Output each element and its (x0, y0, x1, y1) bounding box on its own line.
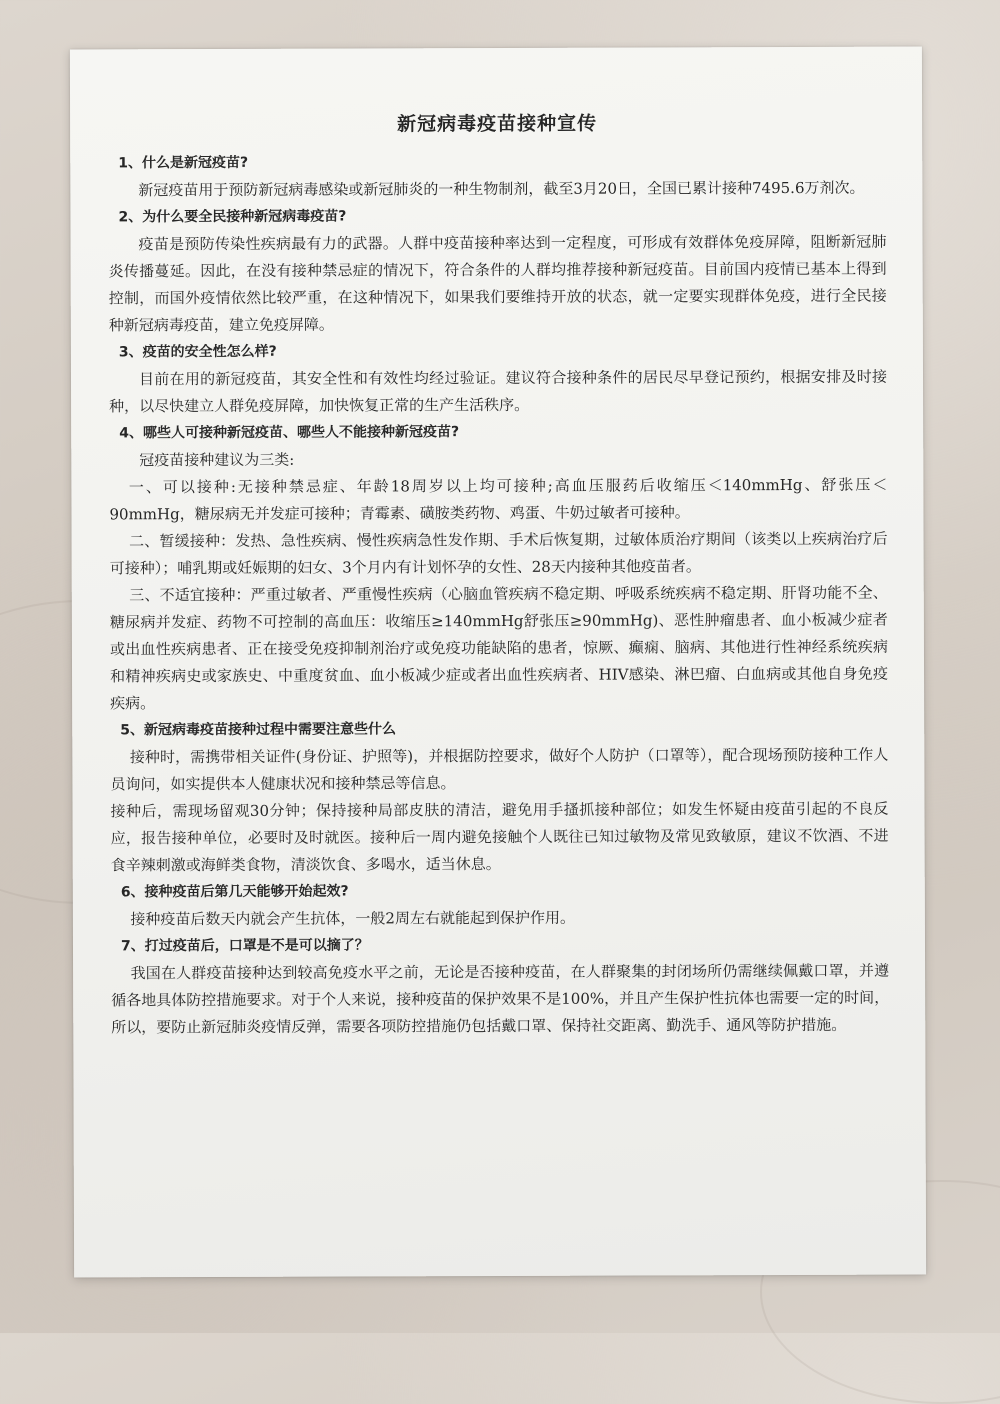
section-5 (110, 715, 889, 880)
section-question: 4、哪些人可接种新冠疫苗、哪些人不能接种新冠疫苗? (119, 424, 460, 442)
section-paragraph: 目前在用的新冠疫苗，其安全性和有效性均经过验证。建议符合接种条件的居民尽早登记预约，根据安排及时接种，以尽快建立人群免疫屏障，加快恢复正常的生产生活秩序。 (109, 367, 888, 416)
section-paragraph: 接种后，需现场留观30分钟；保持接种局部皮肤的清洁，避免用手搔抓接种部位；如发生怀疑由疫苗引起的不良反应，报告接种单位，必要时及时就医。接种后一周内避免接触个人既往已知过敏物及常见致敏原，建议不饮酒、不进食辛辣刺激或海鲜类食物，清淡饮食、多喝水，适当休息。 (110, 799, 889, 875)
section-question: 7、打过疫苗后，口罩是不是可以摘了？ (120, 937, 369, 955)
section-question: 3、疫苗的安全性怎么样? (118, 343, 277, 361)
section-6 (111, 877, 889, 934)
section-paragraph: 一、可以接种:无接种禁忌症、年龄18周岁以上均可接种;高血压服药后收缩压＜140mmHg、舒张压＜90mmHg，糖尿病无并发症可接种；青霉素、磺胺类药物、鸡蛋、牛奶过敏者可接种。 (109, 475, 888, 524)
section-paragraph: 冠疫苗接种建议为三类: (139, 450, 295, 470)
section-question: 1、什么是新冠疫苗? (118, 154, 249, 172)
section-4 (109, 418, 888, 718)
document-title: 新冠病毒疫苗接种宣传 (397, 112, 598, 136)
section-paragraph: 我国在人群疫苗接种达到较高免疫水平之前，无论是否接种疫苗，在人群聚集的封闭场所仍需继续佩戴口罩，并遵循各地具体防控措施要求。对于个人来说，接种疫苗的保护效果不是100%，并且产生保护性抗体也需要一定的时间，所以，要防止新冠肺炎疫情反弹，需要各项防控措施仍包括戴口罩、保持社交距离、勤洗手、通风等防护措施。 (111, 961, 890, 1037)
section-7 (111, 931, 889, 1042)
section-paragraph: 三、不适宜接种：严重过敏者、严重慢性疾病（心脑血管疾病不稳定期、呼吸系统疾病不稳定期、肝肾功能不全、糖尿病并发症、药物不可控制的高血压：收缩压≥140mmHg舒张压≥90mmHg)、恶性肿瘤患者、血小板减少症者或出血性疾病患者、正在接受免疫抑制剂治疗或免疫功能缺陷的患者，惊厥、癫痫、脑病、其他进行性神经系统疾病和精神疾病史或家族史、中重度贫血、血小板减少症或者出血性疾病者、HIV感染、淋巴瘤、白血病或其他自身免疫疾病。 (109, 583, 889, 713)
section-paragraph: 疫苗是预防传染性疾病最有力的武器。人群中疫苗接种率达到一定程度，可形成有效群体免疫屏障，阻断新冠肺炎传播蔓延。因此，在没有接种禁忌症的情况下，符合条件的人群均推荐接种新冠疫苗。目前国内疫情已基本上得到控制，而国外疫情依然比较严重，在这种情况下，如果我们要维持开放的状态，就一定要实现群体免疫，进行全民接种新冠病毒疫苗，建立免疫屏障。 (108, 232, 887, 335)
section-paragraph: 接种疫苗后数天内就会产生抗体，一般2周左右就能起到保护作用。 (130, 908, 575, 929)
paper-sheet (70, 47, 926, 1278)
section-question: 2、为什么要全民接种新冠病毒疫苗? (118, 208, 347, 226)
section-question: 5、新冠病毒疫苗接种过程中需要注意些什么 (120, 721, 397, 739)
section-3 (109, 337, 887, 421)
document-body (108, 109, 889, 1042)
section-2 (108, 202, 886, 340)
section-1 (108, 148, 886, 205)
section-paragraph: 接种时，需携带相关证件(身份证、护照等)，并根据防控要求，做好个人防护（口罩等），配合现场预防接种工作人员询问，如实提供本人健康状况和接种禁忌等信息。 (110, 745, 889, 794)
section-question: 6、接种疫苗后第几天能够开始起效? (120, 883, 349, 901)
section-paragraph: 二、暂缓接种：发热、急性疾病、慢性疾病急性发作期、手术后恢复期，过敏体质治疗期间（该类以上疾病治疗后可接种）；哺乳期或妊娠期的妇女、3个月内有计划怀孕的女性、28天内接种其他疫苗者。 (109, 529, 888, 578)
section-paragraph: 新冠疫苗用于预防新冠病毒感染或新冠肺炎的一种生物制剂，截至3月20日，全国已累计接种7495.6万剂次。 (138, 178, 865, 200)
